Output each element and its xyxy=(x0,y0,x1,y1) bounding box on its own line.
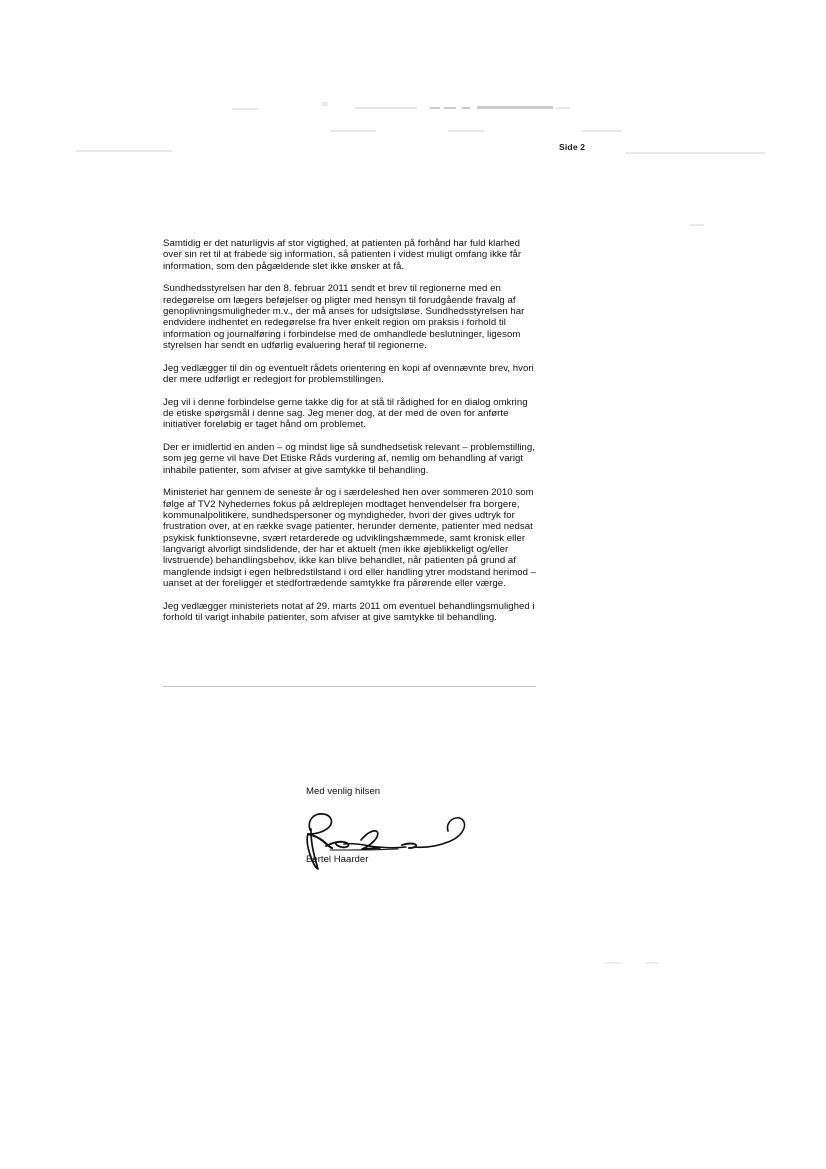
scan-artifact xyxy=(645,962,659,964)
letter-paragraph: Ministeriet har gennem de seneste år og i særdeleshed hen over sommeren 2010 som følge af TV2 Nyhedernes fokus på ældreplejen modtaget henvendelser fra borgere, kommunalpolitikere, sundhedspersoner og myndigheder, hvori der gives udtryk for frustration over, at en række svage patienter, herunder demente, patienter med nedsat psykisk funktionsevne, svært retarderede og udviklingshæmmede, samt kronisk eller langvarigt alvorligt sindslidende, der har et aktuelt (men ikke øjeblikkeligt og/eller livstruende) behandlingsbehov, ikke kan blive behandlet, når patienten på grund af manglende indsigt i egen helbredstilstand i ord eller handling ytrer modstand herimod – uanset at der foreligger et stedfortrædende samtykke fra pårørende eller værge. xyxy=(163,487,537,590)
scan-artifact xyxy=(556,107,570,109)
scan-artifact xyxy=(355,107,417,109)
scan-artifact xyxy=(330,130,376,132)
letter-body xyxy=(163,238,539,623)
scan-artifact xyxy=(448,130,484,132)
handwritten-signature-icon xyxy=(266,808,481,870)
closing-salutation: Med venlig hilsen xyxy=(306,786,381,797)
scan-artifact xyxy=(322,102,328,106)
scan-artifact xyxy=(444,107,456,109)
scan-artifact xyxy=(462,107,470,109)
scan-artifact xyxy=(430,107,440,109)
letter-paragraph: Jeg vil i denne forbindelse gerne takke dig for at stå til rådighed for en dialog omkring de etiske spørgsmål i denne sag. Jeg mener dog, at der med de oven for anførte initiativer foreløbig er taget hånd om problemet. xyxy=(163,396,528,431)
scan-artifact xyxy=(477,106,553,109)
letter-paragraph: Samtidig er det naturligvis af stor vigtighed, at patienten på forhånd har fuld klarhed over sin ret til at frabede sig information, så patienten i videst muligt omfang ikke får information, som den pågældende slet ikke ønsker at få. xyxy=(163,238,522,272)
scan-artifact xyxy=(76,150,172,152)
scan-artifact xyxy=(625,152,765,154)
scan-artifact xyxy=(690,224,704,226)
scan-artifact-streak xyxy=(163,686,536,687)
scan-artifact xyxy=(604,962,622,964)
signature-name-label: Bertel Haarder xyxy=(306,854,369,866)
letter-paragraph: Jeg vedlægger ministeriets notat af 29. marts 2011 om eventuel behandlingsmulighed i forhold til varigt inhabile patienter, som afviser at give samtykke til behandling. xyxy=(163,600,535,624)
page-number-label: Side 2 xyxy=(559,142,586,152)
letter-paragraph: Sundhedsstyrelsen har den 8. februar 2011 sendt et brev til regionerne med en redegørelse om lægers beføjelser og pligter med hensyn til forudgående fravalg af genoplivningsmuligheder m.v., der må anses for udsigtsløse. Sundhedsstyrelsen har endvidere indhentet en redegørelse fra hver enkelt region om praksis i forhold til information og journalføring i forbindelse med de omhandlede beslutninger, ligesom styrelsen har sendt en udførlig evaluering heraf til regionerne. xyxy=(163,283,525,352)
letter-paragraph: Jeg vedlægger til din og eventuelt rådets orientering en kopi af ovennævnte brev, hvori der mere udførligt er redegjort for problemstillingen. xyxy=(163,362,534,386)
scan-artifact xyxy=(582,130,622,132)
letter-paragraph: Der er imidlertid en anden – og mindst lige så sundhedsetisk relevant – problemstilling, som jeg gerne vil have Det Etiske Råds vurdering af, nemlig om behandling af varigt inhabile patienter, som afviser at give samtykke til behandling. xyxy=(163,442,536,476)
signature-area xyxy=(306,808,506,870)
letter-closing xyxy=(306,786,536,870)
scan-artifact xyxy=(232,108,258,110)
